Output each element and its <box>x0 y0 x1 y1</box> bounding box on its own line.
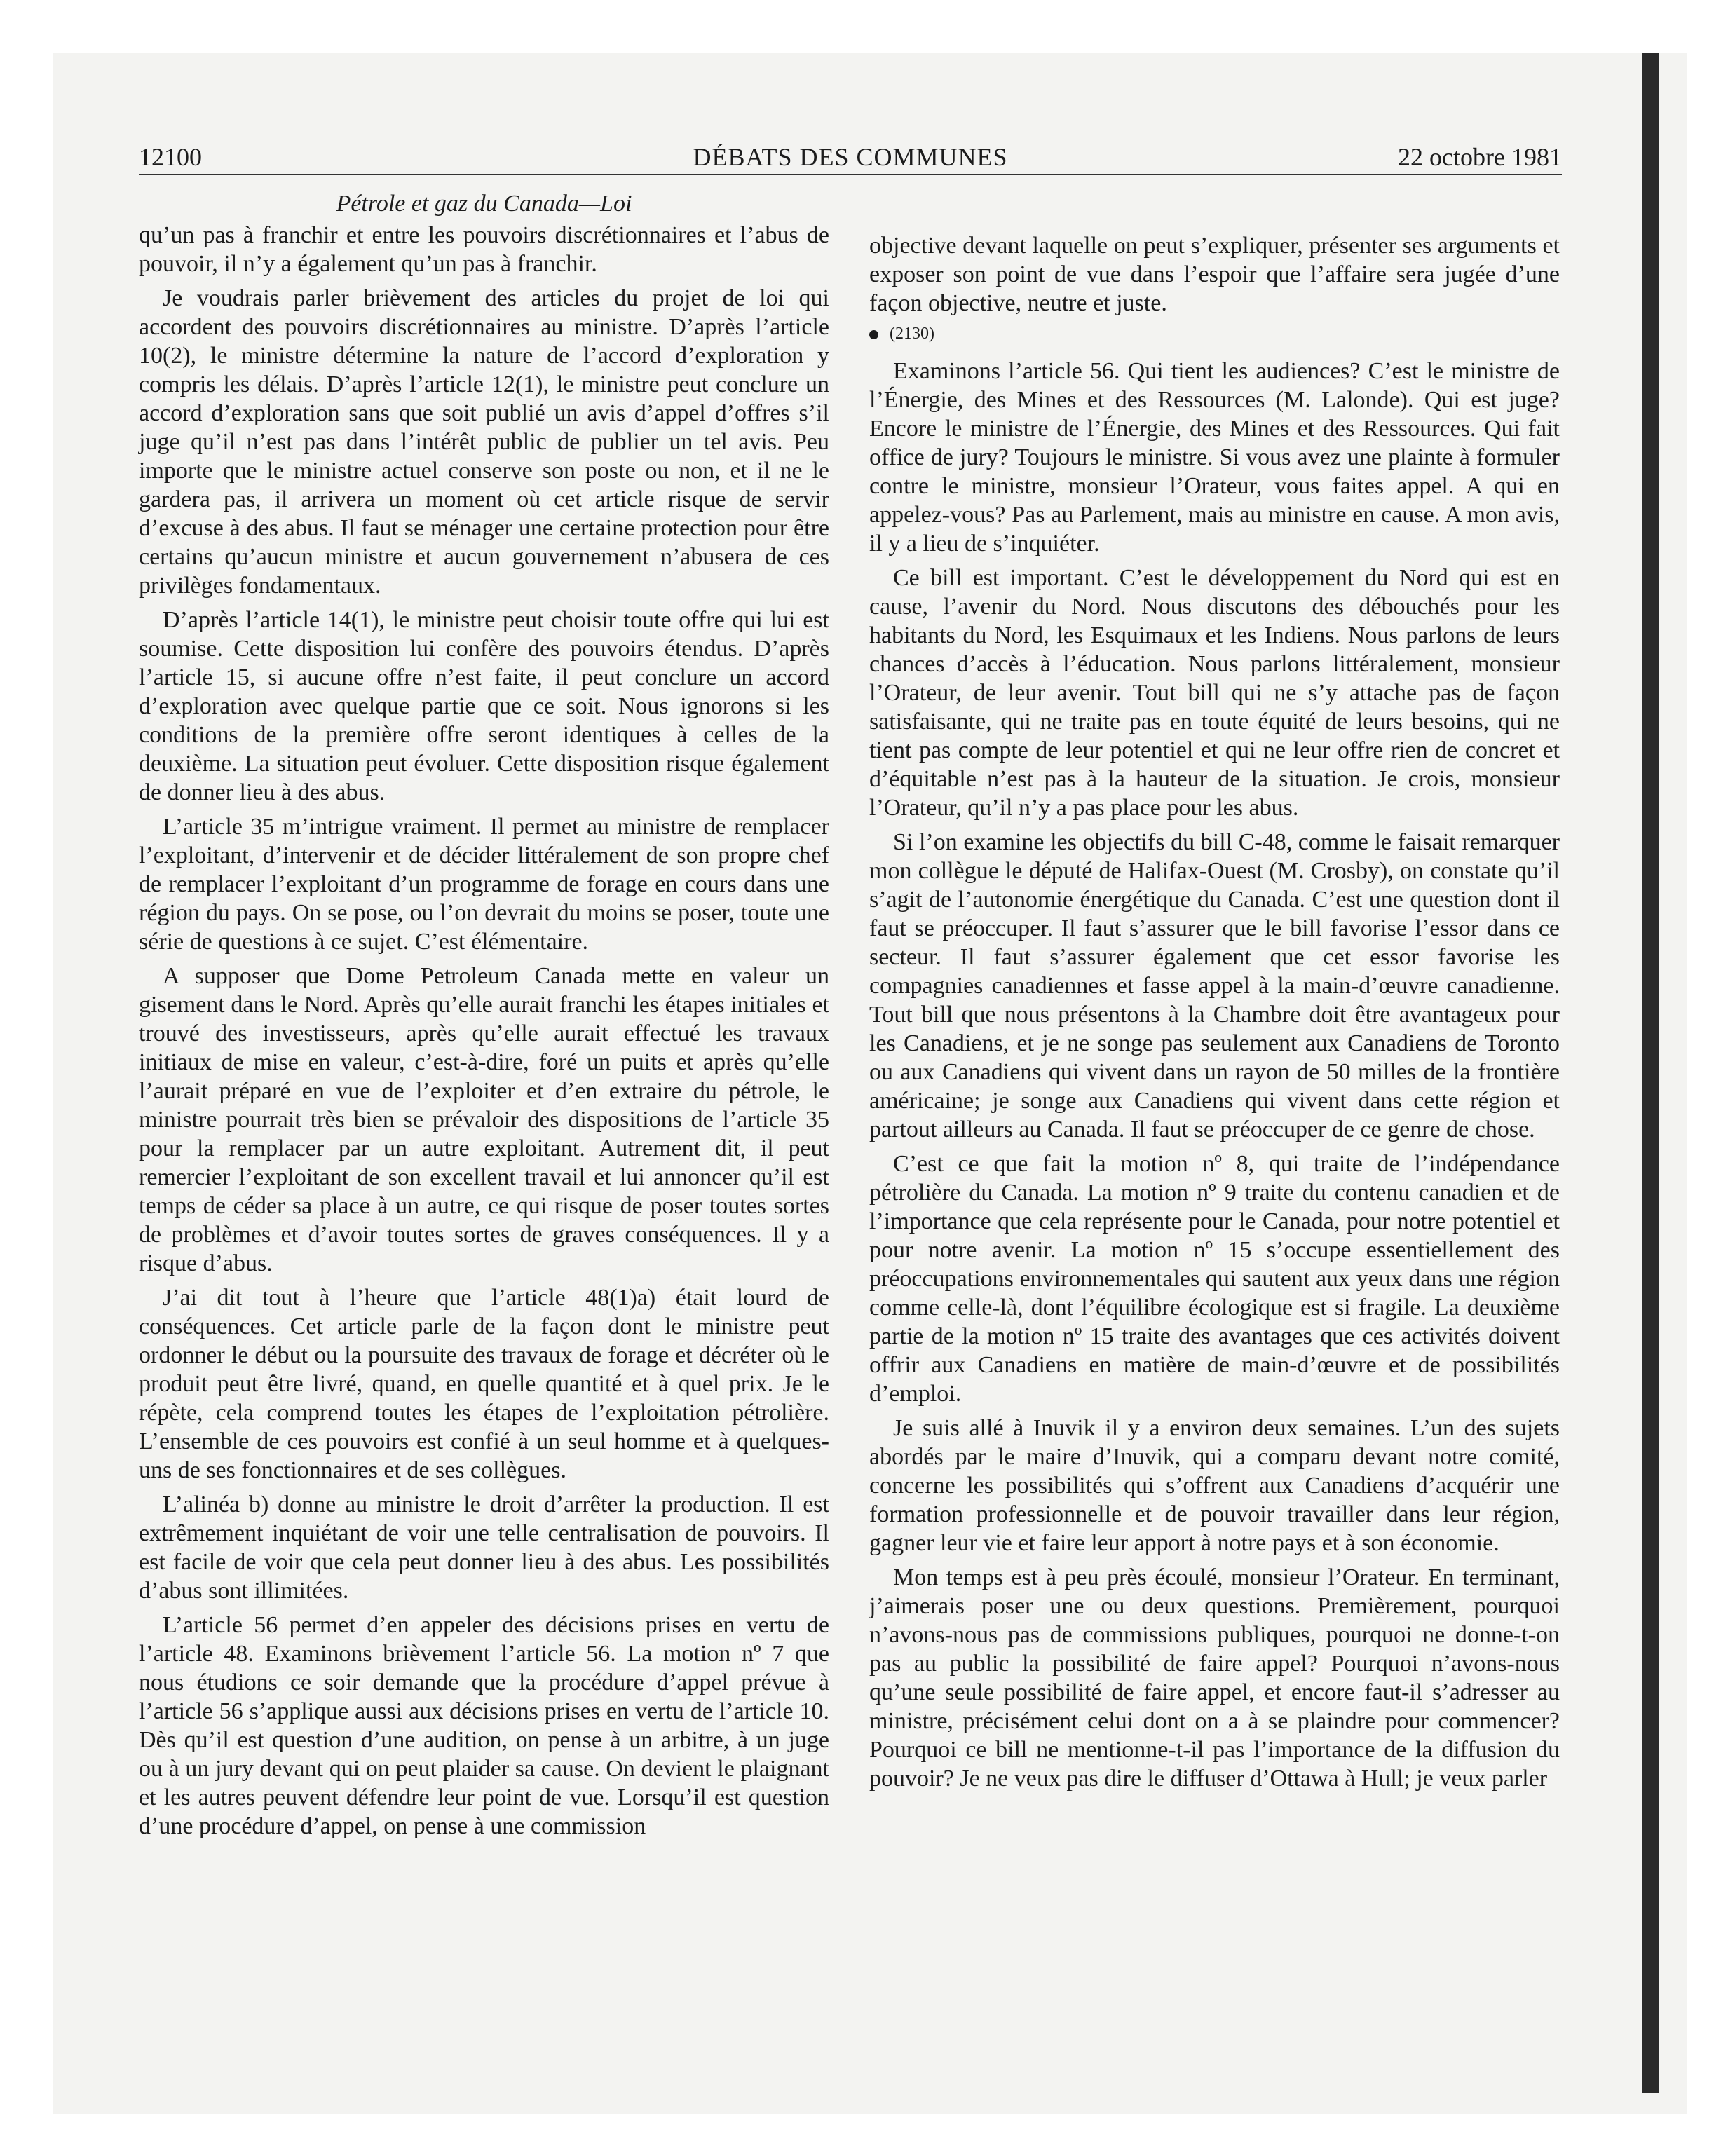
running-title: Pétrole et gaz du Canada—Loi <box>336 191 632 217</box>
paragraph: Je suis allé à Inuvik il y a environ deux semaines. L’un des sujets abordés par le maire d’Inuvik, qui a comparu devant notre comité, concerne les possibilités qui s’offrent aux Canadiens d’acquérir une formation professionnelle et de pouvoir travailler dans leur région, gagner leur vie et faire leur apport à notre pays et à son économie. <box>869 1415 1560 1556</box>
paragraph: C’est ce que fait la motion nº 8, qui traite de l’indépendance pétrolière du Canada. La motion nº 9 traite du contenu canadien et de l’importance que cela représente pour le Canada, pour notre potentiel et pour notre avenir. La motion nº 15 s’occupe essentiellement des préoccupations environnementales qui sautent aux yeux dans une région comme celle-là, dont l’équilibre écologique est si fragile. La deuxième partie de la motion nº 15 traite des avantages que ces activités doivent offrir aux Canadiens en matière de main-d’œuvre et de possibilités d’emploi. <box>869 1151 1560 1407</box>
left-column <box>139 189 829 1846</box>
paragraph: L’alinéa b) donne au ministre le droit d’arrêter la production. Il est extrêmement inquiétant de voir une telle centralisation de pouvoirs. Il est facile de voir que cela peut donner lieu à des abus. Les possibilités d’abus sont illimitées. <box>139 1492 829 1604</box>
paragraph: Mon temps est à peu près écoulé, monsieur l’Orateur. En terminant, j’aimerais poser une ou deux questions. Premièrement, pourquoi n’avons-nous pas de commissions publiques, pourquoi ne donne-t-on pas au public la possibilité de faire appel? Pourquoi n’avons-nous qu’une seule possibilité de faire appel, et encore faut-il s’adresser au ministre, précisément celui dont on a à se plaindre pour commencer? Pourquoi ce bill ne mentionne-t-il pas l’importance de la diffusion du pouvoir? Je ne veux pas dire le diffuser d’Ottawa à Hull; je veux parler <box>869 1564 1560 1792</box>
paragraph: objective devant laquelle on peut s’expliquer, présenter ses arguments et exposer son point de vue dans l’espoir que l’affaire sera jugée d’une façon objective, neutre et juste. <box>869 233 1560 316</box>
time-marker-text: (2130) <box>890 325 934 343</box>
paragraph: Ce bill est important. C’est le développement du Nord qui est en cause, l’avenir du Nord. Nous discutons des débouchés pour les habitants du Nord, les Esquimaux et les Indiens. Nous parlons de leurs chances d’accès à l’éducation. Nous parlons littéralement, monsieur l’Orateur, de leur avenir. Tout bill qui ne s’y attache pas de façon satisfaisante, qui ne traite pas en toute équité de leurs besoins, qui ne tient pas compte de leur potentiel et qui ne leur offre rien de concret et d’équitable n’est pas à la hauteur de la situation. Je crois, monsieur l’Orateur, qu’il n’y a pas place pour les abus. <box>869 565 1560 821</box>
paragraph: D’après l’article 14(1), le ministre peut choisir toute offre qui lui est soumise. Cette disposition lui confère des pouvoirs étendus. D’après l’article 15, si aucune offre n’est faite, il peut conclure un accord d’exploration avec quelque partie que ce soit. Nous ignorons si les conditions de la première offre seront identiques à celles de la deuxième. La situation peut évoluer. Cette disposition risque également de donner lieu à des abus. <box>139 607 829 805</box>
page-header <box>139 139 1562 175</box>
bullet-icon <box>869 330 878 339</box>
publication-title: DÉBATS DES COMMUNES <box>693 143 1008 171</box>
page-number: 12100 <box>139 143 202 171</box>
paragraph: qu’un pas à franchir et entre les pouvoirs discrétionnaires et l’abus de pouvoir, il n’y a également qu’un pas à franchir. <box>139 222 829 277</box>
paragraph: Examinons l’article 56. Qui tient les audiences? C’est le ministre de l’Énergie, des Mines et des Ressources (M. Lalonde). Qui est juge? Encore le ministre de l’Énergie, des Mines et des Ressources. Qui fait office de jury? Toujours le ministre. Si vous avez une plainte à formuler contre le ministre, monsieur l’Orateur, vous faites appel. A qui en appelez-vous? Pas au Parlement, mais au ministre en cause. A mon avis, il y a lieu de s’inquiéter. <box>869 358 1560 557</box>
publication-date: 22 octobre 1981 <box>1398 143 1562 171</box>
paragraph: Si l’on examine les objectifs du bill C-48, comme le faisait remarquer mon collègue le député de Halifax-Ouest (M. Crosby), on constate qu’il s’agit de l’autonomie énergétique du Canada. C’est une question dont il faut se préoccuper. Il faut s’assurer que le bill favorise l’essor dans ce secteur. Il faut s’assurer également que cet essor favorise les compagnies canadiennes et fasse appel à la main-d’œuvre canadienne. Tout bill que nous présentons à la Chambre doit être avantageux pour les Canadiens, et je ne songe pas seulement aux Canadiens de Toronto ou aux Canadiens qui vivent dans un rayon de 50 milles de la frontière américaine; je songe aux Canadiens qui vivent dans cette région et partout ailleurs au Canada. Il faut se préoccuper de ce genre de chose. <box>869 829 1560 1142</box>
scan-edge <box>1642 53 1659 2093</box>
paragraph: J’ai dit tout à l’heure que l’article 48(1)a) était lourd de conséquences. Cet article parle de la façon dont le ministre peut ordonner le début ou la poursuite des travaux de forage et décréter où le produit peut être livré, quand, en quelle quantité et à quel prix. Je le répète, cela comprend toutes les étapes de l’exploitation pétrolière. L’ensemble de ces pouvoirs est confié à un seul homme et à quelques-uns de ses fonctionnaires et de ses collègues. <box>139 1285 829 1483</box>
paragraph: Je voudrais parler brièvement des articles du projet de loi qui accordent des pouvoirs discrétionnaires au ministre. D’après l’article 10(2), le ministre détermine la nature de l’accord d’exploration y compris les délais. D’après l’article 12(1), le ministre peut conclure un accord d’exploration sans que soit publié un avis d’appel d’offres s’il juge qu’il n’est pas dans l’intérêt public de publier un tel avis. Peu importe que le ministre actuel conserve son poste ou non, et il ne le gardera pas, il arrivera un moment où cet article risque de servir d’excuse à des abus. Il faut se ménager une certaine protection pour être certains qu’aucun ministre et aucun gouvernement n’abusera de ces privilèges fondamentaux. <box>139 285 829 599</box>
paragraph: L’article 56 permet d’en appeler des décisions prises en vertu de l’article 48. Examinons brièvement l’article 56. La motion nº 7 que nous étudions ce soir demande que la procédure d’appel prévue à l’article 56 s’applique aussi aux décisions prises en vertu de l’article 10. Dès qu’il est question d’une audition, on pense à un arbitre, à un juge ou à un jury devant qui on peut plaider sa cause. On devient le plaignant et les autres peuvent défendre leur point de vue. Lorsqu’il est question d’une procédure d’appel, on pense à une commission <box>139 1612 829 1839</box>
time-marker <box>869 323 1560 344</box>
paragraph: L’article 35 m’intrigue vraiment. Il permet au ministre de remplacer l’exploitant, d’intervenir et de décider littéralement de son propre chef de remplacer l’exploitant d’un programme de forage en cours dans une région du pays. On se pose, ou l’on devrait du moins se poser, toute une série de questions à ce sujet. C’est élémentaire. <box>139 814 829 955</box>
header-rule <box>139 174 1562 175</box>
right-column <box>869 231 1560 1799</box>
paragraph: A supposer que Dome Petroleum Canada mette en valeur un gisement dans le Nord. Après qu’elle aurait franchi les étapes initiales et trouvé des investisseurs, après qu’elle aurait effectué les travaux initiaux de mise en valeur, c’est-à-dire, foré un puits et après qu’elle l’aurait préparé en vue de l’exploiter et d’en extraire du pétrole, le ministre pourrait très bien se prévaloir des dispositions de l’article 35 pour la remplacer par un autre exploitant. Autrement dit, il peut remercier l’exploitant de son excellent travail et lui annoncer qu’il est temps de céder sa place à un autre, ce qui risque de poser toutes sortes de problèmes et d’avoir toutes sortes de graves conséquences. Il y a risque d’abus. <box>139 963 829 1276</box>
